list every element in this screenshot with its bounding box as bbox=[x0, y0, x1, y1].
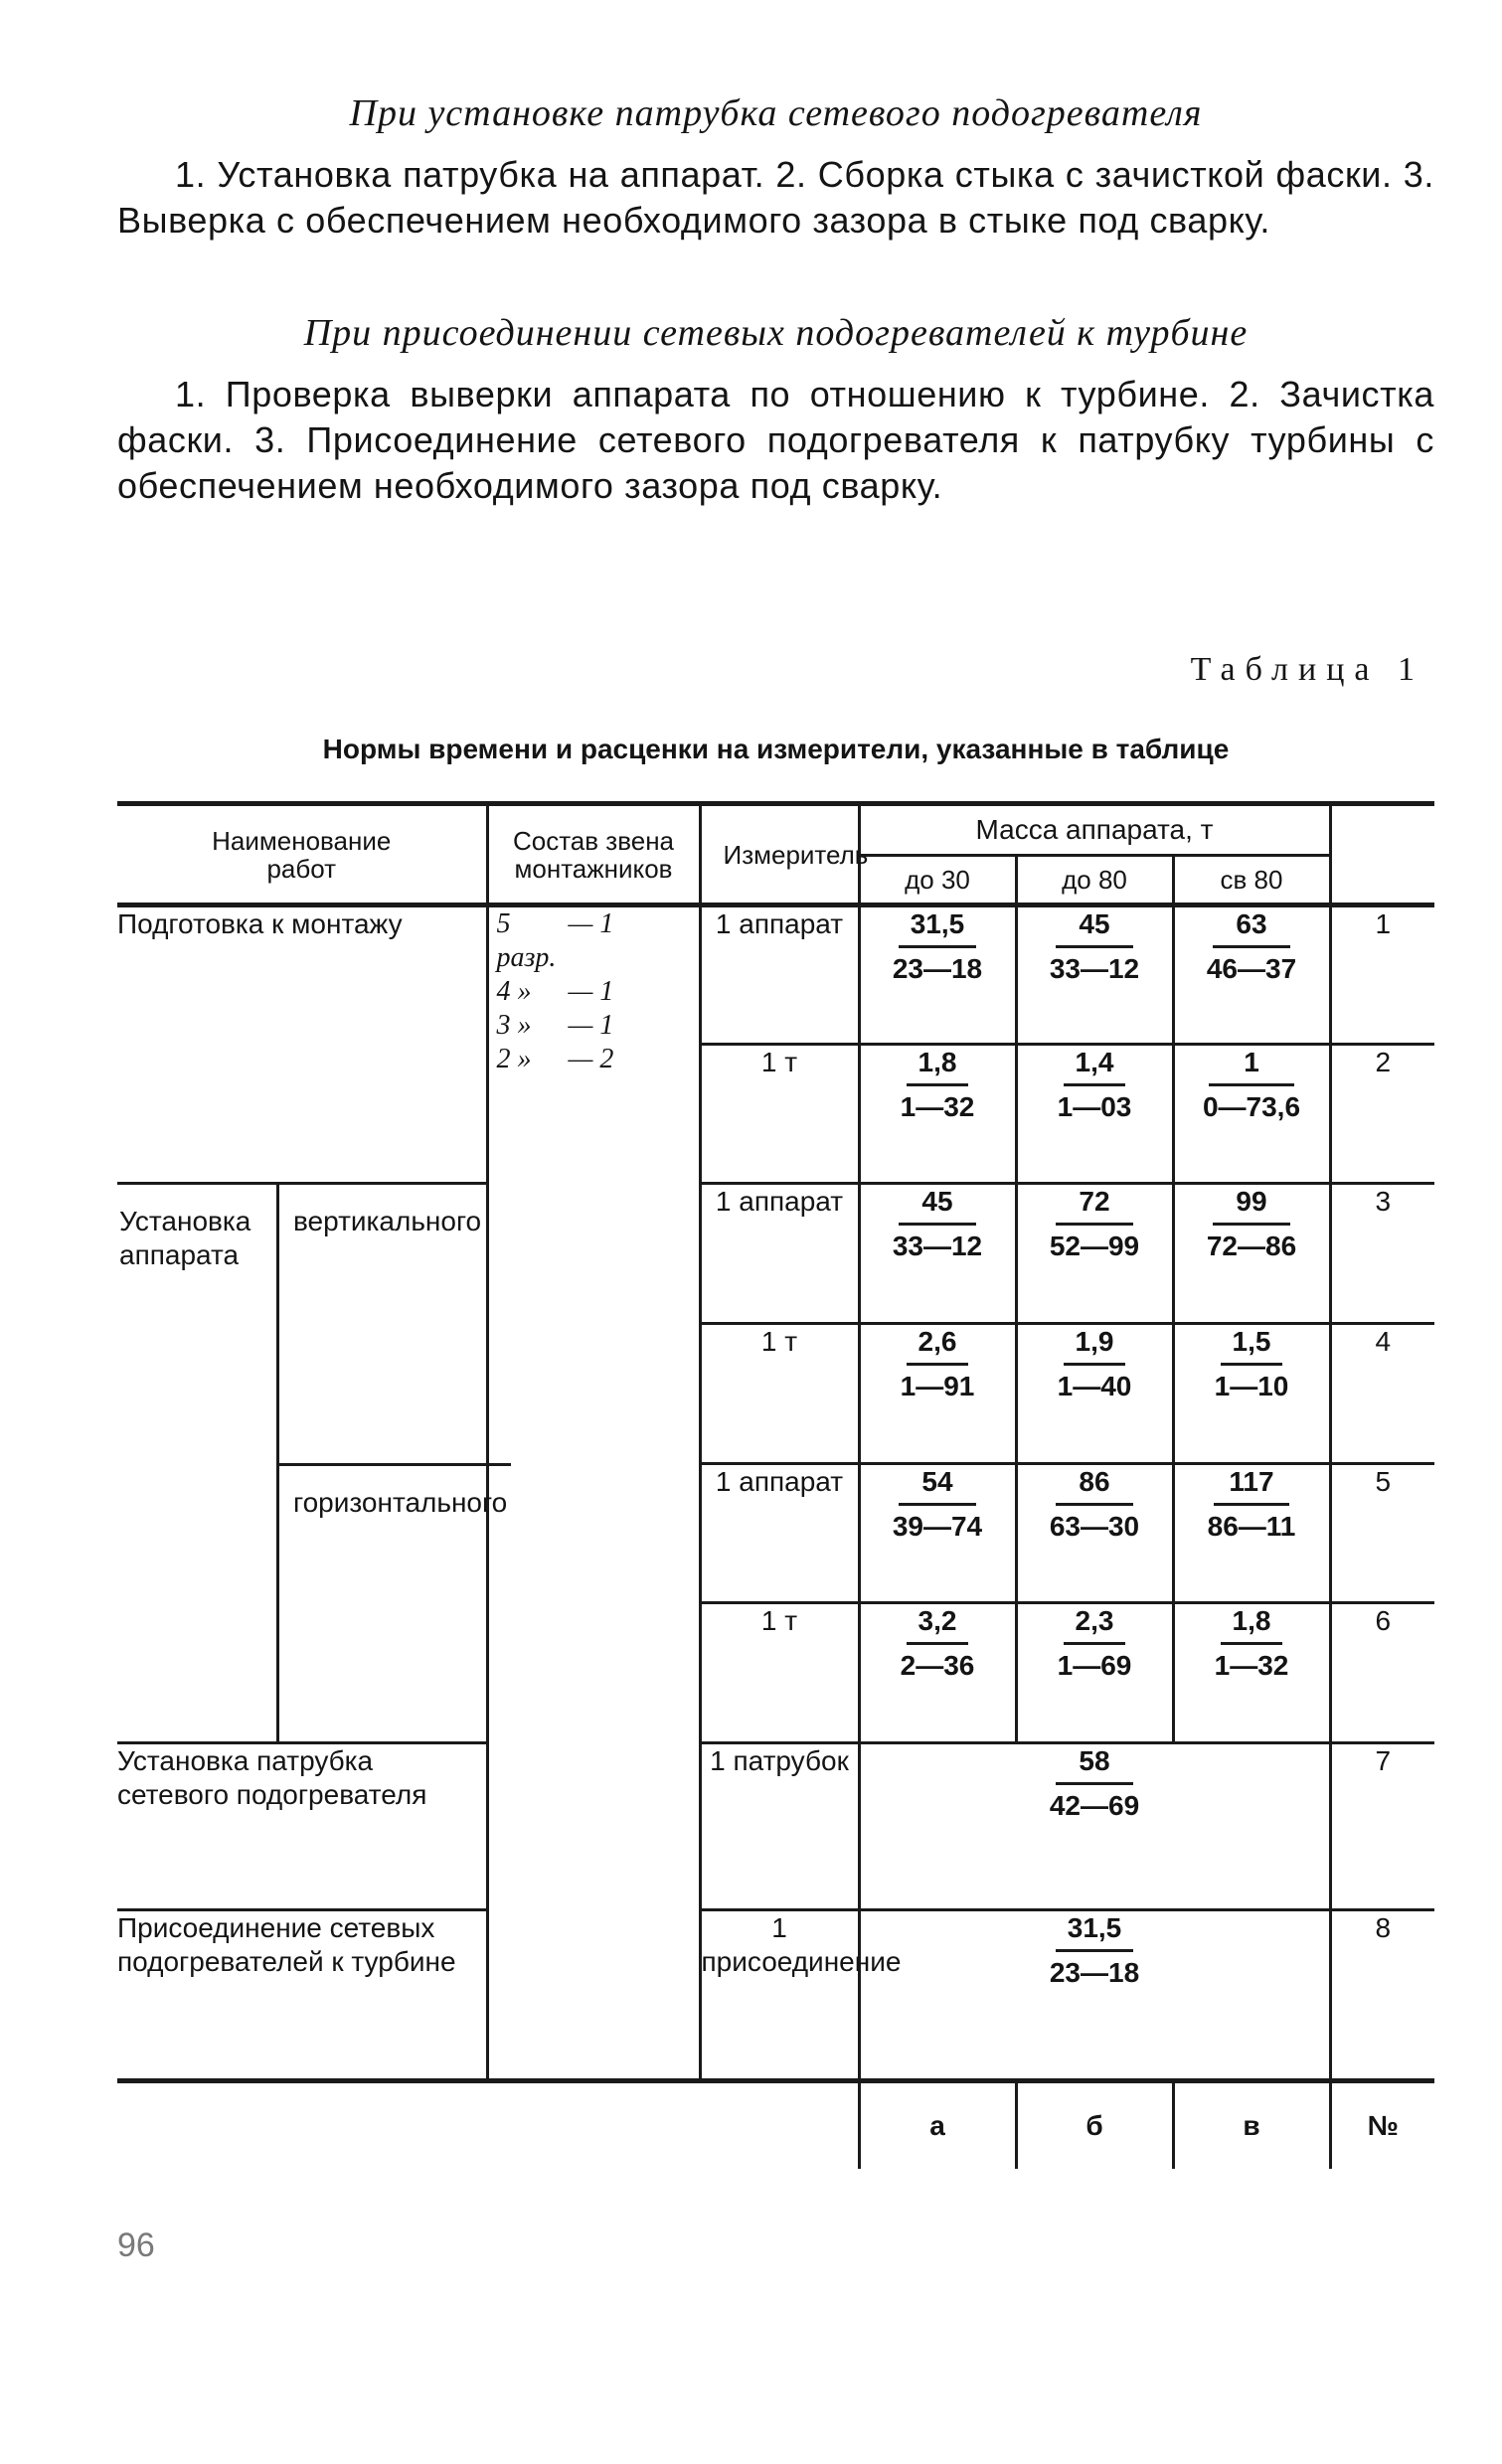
header-name: Наименование работ bbox=[117, 804, 487, 905]
work-name: Подготовка к монтажу bbox=[117, 908, 403, 939]
norm-value: $\frac{1,4}{1—03}$ bbox=[1016, 1045, 1173, 1184]
unit: 1 патрубок bbox=[700, 1743, 859, 1910]
table-row bbox=[117, 1184, 1434, 1324]
crew-line: 3 » — 1 bbox=[496, 1010, 614, 1041]
page-number: 96 bbox=[117, 2226, 155, 2264]
unit: 1 аппарат bbox=[700, 1463, 859, 1603]
header-mass-col: св 80 bbox=[1173, 856, 1330, 905]
row-number: 7 bbox=[1330, 1743, 1434, 1910]
header-number-blank bbox=[1330, 804, 1434, 905]
work-name: Установка патрубка сетевого подогревателя bbox=[117, 1743, 487, 1910]
table-footer-row bbox=[117, 2081, 1434, 2170]
norm-value: $\frac{1,8}{1—32}$ bbox=[859, 1045, 1016, 1184]
norm-value: $\frac{1,9}{1—40}$ bbox=[1016, 1323, 1173, 1463]
section-heading: При установке патрубка сетевого подогревателя bbox=[349, 92, 1203, 134]
unit: 1 присоединение bbox=[700, 1910, 859, 2081]
table-title: Нормы времени и расценки на измерители, указанные в таблице bbox=[322, 734, 1230, 764]
footer-blank bbox=[117, 2081, 859, 2170]
norm-value: $\frac{1}{0—73,6}$ bbox=[1173, 1045, 1330, 1184]
row-number: 5 bbox=[1330, 1463, 1434, 1603]
section-heading: При присоединении сетевых подогревателей к турбине bbox=[303, 312, 1249, 354]
header-mass: Масса аппарата, т bbox=[859, 804, 1330, 856]
norm-value: $\frac{45}{33—12}$ bbox=[859, 1184, 1016, 1324]
row-number: 2 bbox=[1330, 1045, 1434, 1184]
norms-table bbox=[117, 801, 1434, 2169]
work-name: Присоединение сетевых подогревателей к турбине bbox=[117, 1910, 487, 2081]
norm-value: $\frac{72}{52—99}$ bbox=[1016, 1184, 1173, 1324]
row-number: 4 bbox=[1330, 1323, 1434, 1463]
work-subtype: вертикального bbox=[293, 1206, 482, 1236]
table-label: Таблица 1 bbox=[1190, 651, 1424, 688]
footer-column-letter: б bbox=[1016, 2081, 1173, 2170]
installation-group bbox=[117, 1184, 508, 1743]
table-row bbox=[117, 905, 1434, 1045]
norm-value: $\frac{2,3}{1—69}$ bbox=[1016, 1603, 1173, 1743]
crew-line: 2 » — 2 bbox=[496, 1044, 614, 1074]
table-row bbox=[117, 1910, 1434, 2081]
crew-line: 4 » — 1 bbox=[496, 976, 614, 1007]
table-row bbox=[117, 1743, 1434, 1910]
footer-column-letter: в bbox=[1173, 2081, 1330, 2170]
section-paragraph: 1. Установка патрубка на аппарат. 2. Сборка стыка с зачисткой фаски. 3. Выверка с обеспечением необходимого зазора в стыке под сварку. bbox=[117, 154, 1434, 241]
norm-value: $\frac{31,5}{23—18}$ bbox=[859, 905, 1016, 1045]
unit: 1 аппарат bbox=[700, 1184, 859, 1324]
norm-value: $\frac{1,8}{1—32}$ bbox=[1173, 1603, 1330, 1743]
norm-value: $\frac{45}{33—12}$ bbox=[1016, 905, 1173, 1045]
norm-value: $\frac{86}{63—30}$ bbox=[1016, 1463, 1173, 1603]
row-number: 1 bbox=[1330, 905, 1434, 1045]
footer-column-letter: а bbox=[859, 2081, 1016, 2170]
crew-continuation bbox=[487, 1743, 700, 2081]
crew-composition bbox=[487, 905, 700, 1743]
norm-value: $\frac{99}{72—86}$ bbox=[1173, 1184, 1330, 1324]
header-mass-col: до 30 bbox=[859, 856, 1016, 905]
row-number: 3 bbox=[1330, 1184, 1434, 1324]
footer-number-sign: № bbox=[1330, 2081, 1434, 2170]
norm-value: $\frac{31,5}{23—18}$ bbox=[859, 1910, 1330, 2081]
unit: 1 т bbox=[700, 1323, 859, 1463]
norm-value: $\frac{63}{46—37}$ bbox=[1173, 905, 1330, 1045]
work-name: Установка аппарата bbox=[119, 1206, 251, 1270]
unit: 1 аппарат bbox=[700, 905, 859, 1045]
header-crew: Состав звена монтажников bbox=[487, 804, 700, 905]
unit: 1 т bbox=[700, 1045, 859, 1184]
header-mass-col: до 80 bbox=[1016, 856, 1173, 905]
norm-value: $\frac{117}{86—11}$ bbox=[1173, 1463, 1330, 1603]
section-paragraph: 1. Проверка выверки аппарата по отношению к турбине. 2. Зачистка фаски. 3. Присоединение сетевого подогревателя к патрубку турбины с обеспечением необходимого зазора под сварку. bbox=[117, 374, 1434, 506]
work-subtype: горизонтального bbox=[279, 1463, 511, 1741]
norm-value: $\frac{2,6}{1—91}$ bbox=[859, 1323, 1016, 1463]
norm-value: $\frac{58}{42—69}$ bbox=[859, 1743, 1330, 1910]
header-unit: Измеритель bbox=[700, 804, 859, 905]
norm-value: $\frac{3,2}{2—36}$ bbox=[859, 1603, 1016, 1743]
unit: 1 т bbox=[700, 1603, 859, 1743]
crew-line: 5 разр. — 1 bbox=[496, 908, 614, 973]
norm-value: $\frac{54}{39—74}$ bbox=[859, 1463, 1016, 1603]
row-number: 8 bbox=[1330, 1910, 1434, 2081]
norm-value: $\frac{1,5}{1—10}$ bbox=[1173, 1323, 1330, 1463]
row-number: 6 bbox=[1330, 1603, 1434, 1743]
